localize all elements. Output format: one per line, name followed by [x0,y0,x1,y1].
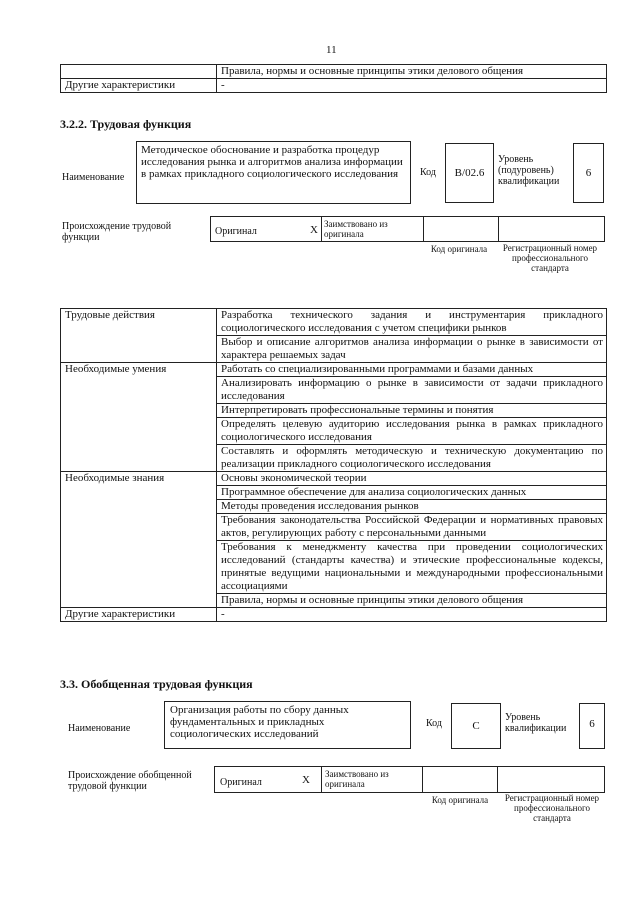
requirement-item: Требования к менеджменту качества при проведении социологических исследований (стандарты качества) и этические профессиональные кодексы, принятые ведущими национальными и международными профессиональными ассоциациями [217,541,607,594]
row-label: Другие характеристики [61,608,217,622]
original-mark: X [302,774,310,786]
section-heading: 3.2.2. Трудовая функция [60,117,192,131]
origin-label: Происхождение трудовой функции [62,221,172,243]
function-name: Организация работы по сбору данных фундаментальных и прикладных социологических исследований [164,701,411,749]
requirement-item: Определять целевую аудиторию исследования рынка в рамках прикладного социологического исследования [217,418,607,445]
table-cell: - [217,79,607,93]
reg-number-caption: Регистрационный номер профессионального стандарта [504,793,600,823]
divider [423,217,424,241]
requirement-item: Требования законодательства Российской Федерации и нормативных правовых актов, регулирующих работу с персональными данными [217,514,607,541]
requirement-item: Методы проведения исследования рынков [217,500,607,514]
code-original-caption: Код оригинала [430,244,488,254]
borrowed-label: Заимствовано из оригинала [324,219,388,239]
origin-label: Происхождение обобщенной трудовой функции [68,770,192,792]
table-row [61,309,607,336]
row-label: Необходимые знания [61,472,217,608]
code-label: Код [420,167,436,178]
name-label: Наименование [62,172,125,183]
divider [321,217,322,241]
requirement-item: Разработка технического задания и инструментария прикладного социологического исследования с учетом специфики рынков [217,309,607,336]
table-row [61,65,607,79]
requirement-item: Анализировать информацию о рынке в зависимости от задачи прикладного исследования [217,377,607,404]
page-number: 11 [326,44,337,56]
table-cell: Правила, нормы и основные принципы этики делового общения [217,65,607,79]
level-label: Уровень (подуровень) квалификации [498,154,560,187]
function-name: Методическое обоснование и разработка процедур исследования рынка и алгоритмов анализа информации в рамках прикладного социологического исследования [136,141,411,204]
divider [422,767,423,792]
table-row [61,608,607,622]
borrowed-label: Заимствовано из оригинала [325,769,389,789]
section-heading: 3.3. Обобщенная трудовая функция [60,677,253,691]
original-mark: X [310,224,318,236]
table-row [61,472,607,486]
requirement-item: Работать со специализированными программами и базами данных [217,363,607,377]
code-label: Код [426,718,442,729]
code-value: B/02.6 [445,143,494,203]
divider [498,217,499,241]
original-label: Оригинал [215,226,257,237]
origin-table [214,766,605,793]
row-label: Трудовые действия [61,309,217,363]
reg-number-caption: Регистрационный номер профессионального стандарта [502,243,598,273]
table-row [61,363,607,377]
requirement-item: Основы экономической теории [217,472,607,486]
divider [321,767,322,792]
name-label: Наименование [68,723,131,734]
table-row [61,79,607,93]
requirement-item: Правила, нормы и основные принципы этики делового общения [217,594,607,608]
divider [497,767,498,792]
code-value: C [451,703,501,749]
requirement-item: Программное обеспечение для анализа социологических данных [217,486,607,500]
origin-table [210,216,605,242]
requirement-item: - [217,608,607,622]
top-table [60,64,607,93]
level-label: Уровень квалификации [505,712,567,734]
requirement-item: Выбор и описание алгоритмов анализа информации о рынке в зависимости от характера решаемых задач [217,336,607,363]
table-cell [61,65,217,79]
level-value: 6 [573,143,604,203]
requirement-item: Составлять и оформлять методическую и техническую документацию по реализации прикладного социологического исследования [217,445,607,472]
requirement-item: Интерпретировать профессиональные термины и понятия [217,404,607,418]
original-label: Оригинал [220,777,262,788]
requirements-table [60,308,607,622]
row-label: Необходимые умения [61,363,217,472]
code-original-caption: Код оригинала [431,795,489,805]
row-label: Другие характеристики [61,79,217,93]
level-value: 6 [579,703,605,749]
